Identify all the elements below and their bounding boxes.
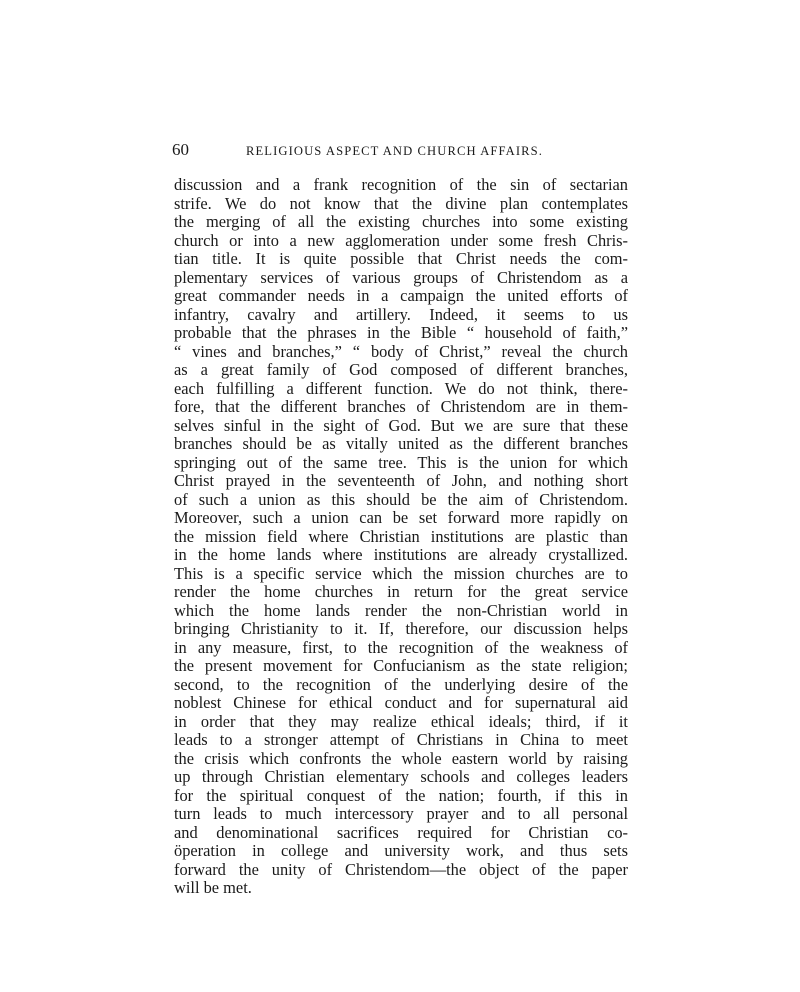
text-line: of such a union as this should be the aim of Christendom. — [174, 489, 628, 509]
running-title: RELIGIOUS ASPECT AND CHURCH AFFAIRS. — [246, 144, 544, 158]
text-line: plementary services of various groups of Christendom as a — [174, 267, 628, 287]
text-line: bringing Christianity to it. If, therefore, our discussion helps — [174, 619, 628, 638]
text-line: tian title. It is quite possible that Christ needs the com- — [174, 249, 628, 268]
text-line: the mission field where Christian institutions are plastic than — [174, 526, 628, 546]
text-line: forward the unity of Christendom—the object of the paper — [174, 859, 628, 879]
text-line: the present movement for Confucianism as the state religion; — [174, 656, 628, 675]
text-line: “ vines and branches,” “ body of Christ,” reveal the church — [174, 341, 628, 361]
text-line: branches should be as vitally united as the different branches — [174, 434, 628, 453]
body-paragraph — [174, 176, 628, 898]
text-line: render the home churches in return for the great service — [174, 582, 628, 601]
text-line: in order that they may realize ethical ideals; third, if it — [174, 711, 628, 731]
text-line: in any measure, first, to the recognition of the weakness of — [174, 637, 628, 657]
text-line: for the spiritual conquest of the nation; fourth, if this in — [174, 785, 628, 805]
text-line: probable that the phrases in the Bible “ household of faith,” — [174, 323, 628, 342]
text-line: great commander needs in a campaign the united efforts of — [174, 286, 628, 305]
text-line: each fulfilling a different function. We do not think, there- — [174, 378, 628, 398]
text-line: turn leads to much intercessory prayer and to all personal — [174, 804, 628, 823]
running-head — [172, 140, 628, 160]
text-line: in the home lands where institutions are already crystallized. — [174, 545, 628, 564]
text-line: which the home lands render the non-Christian world in — [174, 600, 628, 620]
text-line: noblest Chinese for ethical conduct and for supernatural aid — [174, 693, 628, 712]
text-line: and denominational sacrifices required for Christian co- — [174, 822, 628, 842]
text-line: selves sinful in the sight of God. But we are sure that these — [174, 415, 628, 435]
text-line: leads to a stronger attempt of Christians in China to meet — [174, 730, 628, 749]
text-line: as a great family of God composed of different branches, — [174, 360, 628, 379]
text-line: up through Christian elementary schools and colleges leaders — [174, 767, 628, 786]
text-line: springing out of the same tree. This is the union for which — [174, 452, 628, 472]
text-line: church or into a new agglomeration under some fresh Chris- — [174, 230, 628, 250]
page-number: 60 — [172, 140, 189, 159]
text-line: This is a specific service which the mission churches are to — [174, 563, 628, 583]
text-line: öperation in college and university work, and thus sets — [174, 841, 628, 860]
text-line: second, to the recognition of the underlying desire of the — [174, 674, 628, 694]
text-line: fore, that the different branches of Christendom are in them- — [174, 397, 628, 416]
text-line: will be met. — [174, 878, 252, 897]
text-line: Christ prayed in the seventeenth of John, and nothing short — [174, 471, 628, 490]
text-line: strife. We do not know that the divine plan contemplates — [174, 193, 628, 213]
text-line: discussion and a frank recognition of the sin of sectarian — [174, 175, 628, 194]
text-line: the crisis which confronts the whole eastern world by raising — [174, 748, 628, 768]
text-line: Moreover, such a union can be set forward more rapidly on — [174, 508, 628, 527]
text-line: infantry, cavalry and artillery. Indeed, it seems to us — [174, 304, 628, 324]
text-line: the merging of all the existing churches into some existing — [174, 212, 628, 231]
